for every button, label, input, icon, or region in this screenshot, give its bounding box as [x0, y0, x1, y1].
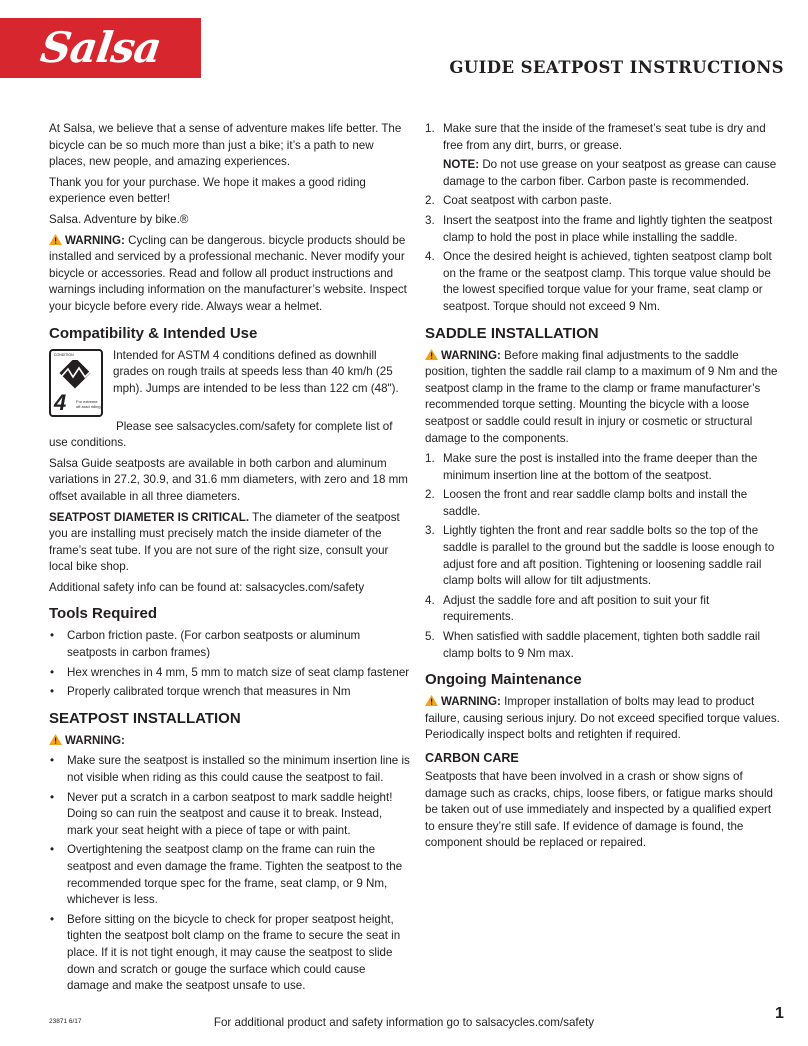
warning-label: WARNING:	[65, 733, 125, 747]
tools-list	[49, 628, 410, 700]
note-label: NOTE:	[443, 158, 480, 172]
document-title: GUIDE SEATPOST INSTRUCTIONS	[449, 58, 784, 77]
compat-heading: Compatibility & Intended Use	[49, 324, 258, 342]
intro-paragraph-3: Salsa. Adventure by bike.®	[49, 212, 189, 226]
install-warning-list	[49, 753, 410, 994]
carbon-care-text: Seatposts that have been involved in a crash or show signs of damage such as cracks, chips, loose fibers, or fatigue marks should be taken out of use immediately and inspected by a qualified expert to ensure they’re still safe. If evidence of damage is found, the component should be replaced or repaired.	[425, 770, 773, 850]
list-item: 1. Make sure that the inside of the frameset’s seat tube is dry and free from any dirt, burrs, or grease. NOTE: Do not use grease on your seatpost as grease can cause damage to the carbon fiber. Carbon paste is recommended.	[425, 121, 780, 190]
badge-caption: For extreme off-road riding	[76, 398, 101, 409]
footer-text: For additional product and safety information go to salsacycles.com/safety	[213, 1016, 595, 1029]
list-item: • Never put a scratch in a carbon seatpost to mark saddle height! Doing so can ruin the seatpost and cause it to break. Instead, mark your seat height with a piece of tape or with paint.	[50, 790, 393, 837]
page-number: 1	[775, 1005, 784, 1022]
tools-heading: Tools Required	[49, 605, 158, 623]
right-column	[425, 121, 780, 856]
list-item: • Carbon friction paste. (For carbon seatposts or aluminum seatposts in carbon frames)	[50, 629, 361, 660]
list-item: 5. When satisfied with saddle placement, tighten both saddle rail clamp bolts to 9 Nm max.	[425, 630, 761, 660]
install-warning	[49, 733, 410, 750]
diameter-critical-text: The diameter of the seatpost you are installing must precisely match the inside diameter of the frame’s seat tube. If you are not sure of the right size, consult your local bike shop.	[49, 510, 400, 574]
compat-paragraph-3: Salsa Guide seatposts are available in both carbon and aluminum variations in 27.2, 30.9, and 31.6 mm diameters, with zero and 18 mm offset available in all three diameters.	[49, 456, 408, 503]
salsa-logo	[0, 18, 201, 78]
install-steps	[425, 121, 780, 316]
warning-label: WARNING:	[441, 695, 501, 709]
compat-block	[49, 348, 410, 417]
install-heading: SEATPOST INSTALLATION	[49, 709, 241, 727]
list-item: 2. Loosen the front and rear saddle clamp bolts and install the saddle.	[425, 488, 748, 518]
list-item: 2. Coat seatpost with carbon paste.	[425, 194, 612, 208]
compat-paragraph-1: Intended for ASTM 4 conditions defined as downhill grades on rough trails at speeds less than 40 km/h (25 mph). Jumps are intended to be less than 122 cm (48").	[113, 348, 399, 395]
diameter-critical-label: SEATPOST DIAMETER IS CRITICAL.	[49, 510, 250, 524]
install-note	[443, 157, 780, 190]
badge-number: 4	[54, 389, 67, 415]
warning-text: Improper installation of bolts may lead to product failure, causing serious injury. Do not exceed specified torque values. Periodically inspect bolts and retighten if required.	[425, 695, 780, 742]
compat-paragraph-2: Please see salsacycles.com/safety for complete list of use conditions.	[49, 419, 393, 450]
list-item: • Overtightening the seatpost clamp on the frame can ruin the seatpost and even damage the frame. Tighten the seatpost to the recommended torque spec for the frame, seat clamp, or 9 Nm, whichever is less.	[50, 843, 403, 907]
warning-label: WARNING:	[441, 348, 501, 362]
left-column	[49, 121, 410, 999]
maintenance-heading: Ongoing Maintenance	[425, 671, 582, 689]
warning-icon	[49, 734, 62, 745]
warning-label: WARNING:	[65, 233, 125, 247]
note-text: Do not use grease on your seatpost as grease can cause damage to the carbon fiber. Carbon paste is recommended.	[443, 158, 777, 188]
document-code: 23871 6/17	[49, 1018, 82, 1025]
warning-text: Before making final adjustments to the saddle position, tighten the saddle rail clamp to a maximum of 9 Nm and the seatpost clamp in the frame to the clamp or frame manufacturer’s recommended torque setting. Mounting the bicycle with a loose seatpost or saddle could result in injury or cosmetic or structural damage to the components.	[425, 348, 778, 445]
list-item: • Before sitting on the bicycle to check for proper seatpost height, tighten the seatpost bolt clamp on the frame to secure the seat in place. If it is not tight enough, it may cause the seatpost to slide down and scratch or gouge the surface which could cause damage and make the seatpost unsafe to use.	[50, 912, 401, 993]
intro-warning	[49, 233, 410, 316]
saddle-heading: SADDLE INSTALLATION	[425, 324, 599, 342]
compat-text	[113, 348, 410, 417]
badge-small-label: CONDITION	[54, 352, 74, 357]
carbon-care-heading: CARBON CARE	[425, 751, 519, 765]
warning-icon	[425, 349, 438, 360]
compat-paragraph-4	[49, 510, 410, 576]
list-item: 4. Once the desired height is achieved, tighten seatpost clamp bolt on the frame or the seatpost clamp. This torque value should be the lowest specified torque value for your frame, seat clamp or seatpost. Torque should not exceed 9 Nm.	[425, 250, 772, 313]
list-item: • Properly calibrated torque wrench that measures in Nm	[50, 685, 351, 699]
saddle-warning	[425, 348, 780, 448]
astm-condition-badge	[49, 349, 103, 417]
list-item: 1. Make sure the post is installed into the frame deeper than the minimum insertion line at the bottom of the seatpost.	[425, 452, 758, 482]
intro-paragraph-1: At Salsa, we believe that a sense of adventure makes life better. The bicycle can be so much more than just a bike; it’s a path to new places, new people, and amazing experiences.	[49, 122, 402, 169]
list-item: • Hex wrenches in 4 mm, 5 mm to match size of seat clamp fastener	[50, 665, 410, 679]
intro-paragraph-2: Thank you for your purchase. We hope it makes a good riding experience even better!	[49, 175, 366, 206]
warning-icon	[425, 695, 438, 706]
compat-paragraph-5: Additional safety info can be found at: salsacycles.com/safety	[49, 580, 365, 594]
saddle-steps	[425, 451, 780, 662]
warning-icon	[49, 234, 62, 245]
terrain-icon	[57, 360, 95, 392]
list-item: 4. Adjust the saddle fore and aft position to suit your fit requirements.	[425, 593, 710, 624]
logo-text: Salsa	[37, 23, 164, 72]
warning-text: Cycling can be dangerous. bicycle products should be installed and serviced by a professional mechanic. Never modify your bicycle or accessories. Read and follow all product instructions and warnings including information on the manufacturer’s website. Inspect your bicycle before every ride. Always wear a helmet.	[49, 233, 407, 313]
maintenance-warning	[425, 694, 780, 744]
list-item: 3. Lightly tighten the front and rear saddle bolts so the top of the saddle is parallel to the ground but the saddle is loose enough to adjust fore and aft position. Tightening or loosening saddle rail clamp bolts will allow for tilt adjustments.	[425, 524, 775, 588]
list-item: • Make sure the seatpost is installed so the minimum insertion line is not visible when riding as this could cause the seatpost to fail.	[50, 754, 410, 785]
list-item: 3. Insert the seatpost into the frame and lightly tighten the seatpost clamp to hold the post in place while installing the saddle.	[425, 213, 773, 244]
